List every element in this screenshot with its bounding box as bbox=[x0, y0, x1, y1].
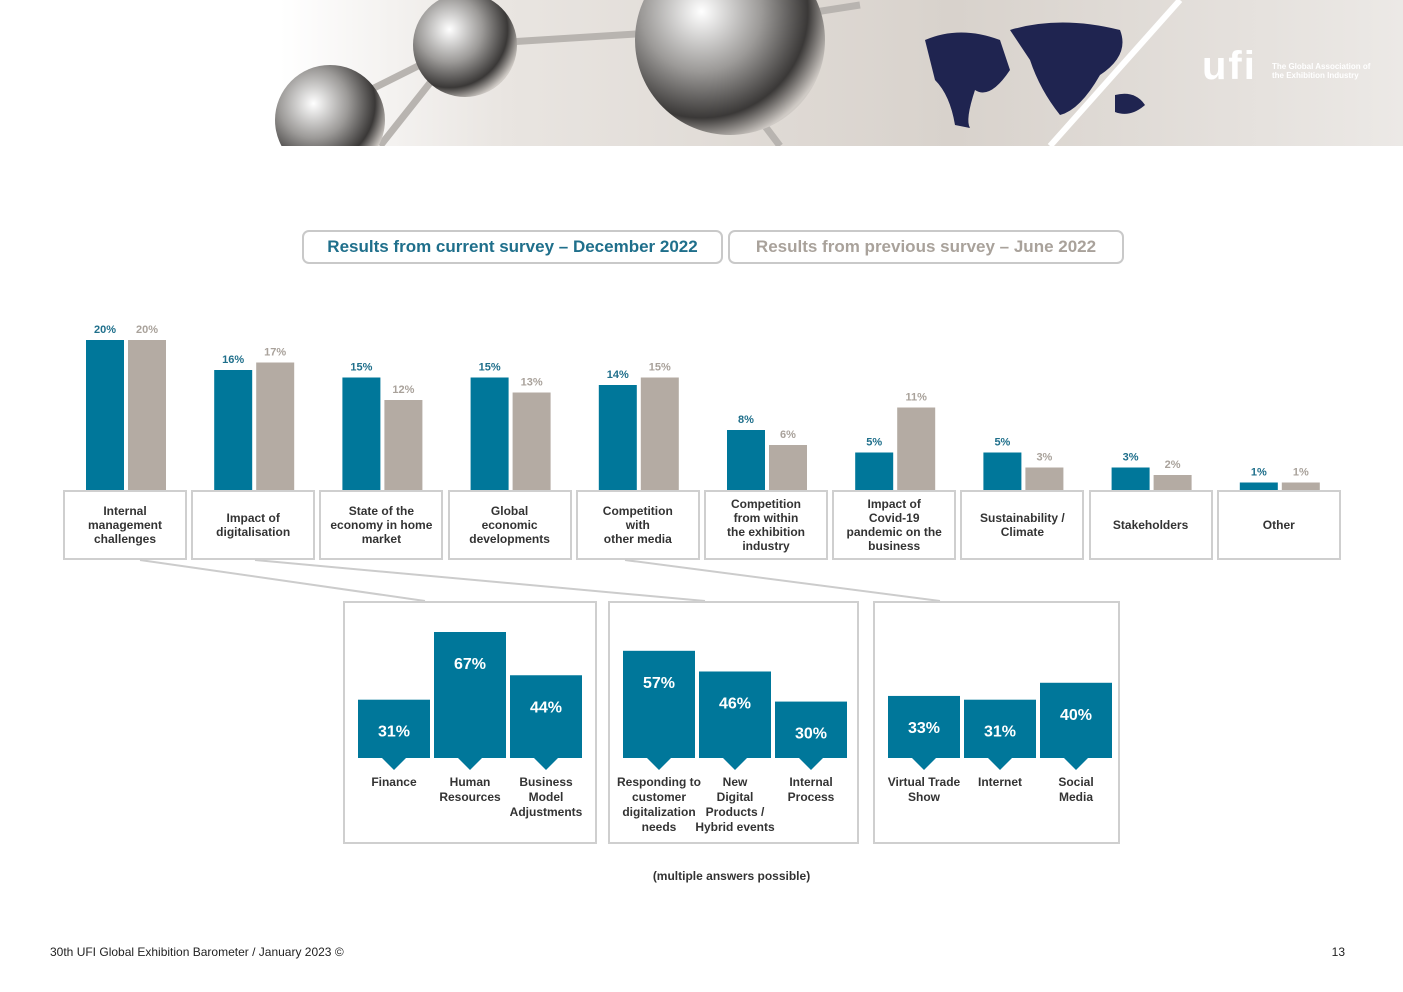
sub-bar bbox=[699, 671, 771, 758]
bar-current bbox=[855, 453, 893, 491]
category-box bbox=[63, 490, 187, 560]
sub-bar-pointer bbox=[799, 758, 823, 770]
footer-text: 30th UFI Global Exhibition Barometer / January 2023 © bbox=[50, 945, 344, 959]
bar-label-current: 1% bbox=[1250, 466, 1267, 479]
sub-bar-pointer bbox=[723, 758, 747, 770]
banner-graphic bbox=[0, 0, 1403, 146]
bar-previous bbox=[513, 393, 551, 491]
sub-category-label: Business Model Adjustments bbox=[509, 775, 583, 819]
sub-bar bbox=[434, 632, 506, 758]
sub-bar-value: 30% bbox=[794, 725, 828, 743]
sub-bar-value: 44% bbox=[529, 699, 563, 717]
bar-label-previous: 17% bbox=[264, 346, 287, 359]
bar-current bbox=[214, 370, 252, 490]
category-label: Impact of digitalisation bbox=[216, 511, 291, 539]
connector-line bbox=[255, 560, 705, 601]
connector-line bbox=[140, 560, 425, 601]
category-label: State of the economy in home market bbox=[330, 504, 433, 546]
sub-category-label: Internal Process bbox=[787, 775, 835, 804]
bar-current bbox=[1112, 468, 1150, 491]
category-label: Competition from within the exhibition industry bbox=[727, 497, 805, 553]
legend-current-label: Results from current survey – December 2022 bbox=[327, 237, 698, 256]
sub-bar-pointer bbox=[647, 758, 671, 770]
bar-label-previous: 3% bbox=[1036, 451, 1053, 464]
bar-previous bbox=[769, 445, 807, 490]
bar-label-current: 14% bbox=[606, 369, 629, 381]
sub-category-label: Virtual Trade Show bbox=[887, 775, 961, 804]
sub-bar bbox=[623, 651, 695, 758]
bar-label-current: 20% bbox=[93, 324, 117, 336]
category-box bbox=[960, 490, 1084, 560]
category-box bbox=[832, 490, 956, 560]
sub-bar bbox=[510, 675, 582, 758]
bar-label-previous: 11% bbox=[905, 391, 927, 404]
category-box bbox=[576, 490, 700, 560]
connector-lines bbox=[0, 555, 1403, 605]
panel-digitalisation bbox=[608, 601, 859, 844]
page-number: 13 bbox=[1331, 945, 1345, 959]
bar-previous bbox=[1282, 483, 1320, 491]
bar-label-previous: 12% bbox=[392, 384, 415, 396]
bar-previous bbox=[256, 363, 294, 491]
bar-label-current: 8% bbox=[738, 414, 754, 426]
connector-line bbox=[625, 560, 940, 601]
logo-tagline: The Global Association of the Exhibition Industry bbox=[1272, 62, 1371, 80]
sub-category-label: Human Resources bbox=[439, 775, 501, 804]
sub-category-label: Internet bbox=[977, 775, 1022, 789]
legend-current bbox=[302, 230, 723, 264]
category-label: Stakeholders bbox=[1112, 518, 1189, 532]
bar-current bbox=[471, 378, 509, 491]
bar-previous bbox=[384, 400, 422, 490]
bar-label-previous: 1% bbox=[1292, 466, 1309, 479]
bar-previous bbox=[1025, 468, 1063, 491]
bar-label-previous: 15% bbox=[648, 361, 671, 374]
sub-bar-pointer bbox=[1064, 758, 1088, 770]
sub-bar-value: 57% bbox=[642, 674, 676, 692]
bar-label-previous: 6% bbox=[780, 429, 796, 441]
sub-bar-value: 67% bbox=[453, 656, 487, 673]
sub-bar-pointer bbox=[988, 758, 1012, 770]
category-box bbox=[448, 490, 572, 560]
category-label: Impact of Covid-19 pandemic on the business bbox=[846, 497, 942, 553]
sub-category-label: Finance bbox=[371, 775, 417, 789]
category-box bbox=[1217, 490, 1341, 560]
category-box bbox=[704, 490, 828, 560]
sub-bar-pointer bbox=[458, 758, 482, 770]
bar-previous bbox=[128, 340, 166, 490]
bar-label-current: 16% bbox=[222, 354, 245, 366]
category-label: Competition with other media bbox=[602, 504, 673, 546]
bar-current bbox=[342, 378, 380, 491]
bar-previous bbox=[1154, 475, 1192, 490]
legend-previous-label: Results from previous survey – June 2022 bbox=[755, 237, 1097, 256]
bar-current bbox=[983, 453, 1021, 491]
sub-category-label: New Digital Products / Hybrid events bbox=[695, 775, 775, 834]
bar-label-current: 15% bbox=[478, 361, 501, 374]
category-box bbox=[319, 490, 443, 560]
sub-category-label: Social Media bbox=[1058, 775, 1094, 804]
footnote: (multiple answers possible) bbox=[652, 869, 811, 883]
panel-competition-media bbox=[873, 601, 1120, 844]
bar-label-current: 3% bbox=[1122, 451, 1139, 464]
bar-current bbox=[86, 340, 124, 490]
category-box bbox=[1089, 490, 1213, 560]
bar-current bbox=[599, 385, 637, 490]
bar-label-current: 15% bbox=[350, 361, 373, 374]
sub-bar-pointer bbox=[534, 758, 558, 770]
sub-bar-pointer bbox=[382, 758, 406, 770]
sub-bar-value: 31% bbox=[983, 723, 1017, 741]
legend-previous bbox=[728, 230, 1124, 264]
bar-label-current: 5% bbox=[866, 436, 883, 449]
bar-current bbox=[727, 430, 765, 490]
sub-bar-value: 40% bbox=[1059, 706, 1093, 724]
category-box bbox=[191, 490, 315, 560]
bar-current bbox=[1240, 483, 1278, 491]
header-banner bbox=[0, 0, 1403, 146]
bar-previous bbox=[641, 378, 679, 491]
category-label: Global economic developments bbox=[469, 504, 550, 546]
category-label: Other bbox=[1262, 518, 1295, 532]
bar-label-previous: 20% bbox=[135, 324, 159, 336]
sub-bar-chart bbox=[875, 603, 1118, 842]
bar-previous bbox=[897, 408, 935, 491]
category-label: Sustainability / Climate bbox=[980, 511, 1065, 539]
sub-bar-value: 31% bbox=[377, 723, 411, 741]
sub-bar-pointer bbox=[912, 758, 936, 770]
panel-internal-management bbox=[343, 601, 597, 844]
bar-label-previous: 13% bbox=[520, 376, 543, 389]
logo-wordmark: ufi bbox=[1202, 44, 1257, 88]
sub-category-label: Responding to customer digitalization needs bbox=[617, 775, 701, 834]
bar-label-current: 5% bbox=[994, 436, 1011, 449]
bar-label-previous: 2% bbox=[1164, 459, 1181, 471]
category-label: Internal management challenges bbox=[87, 504, 163, 546]
sub-bar-value: 46% bbox=[718, 695, 752, 713]
sub-bar-value: 33% bbox=[907, 719, 941, 737]
